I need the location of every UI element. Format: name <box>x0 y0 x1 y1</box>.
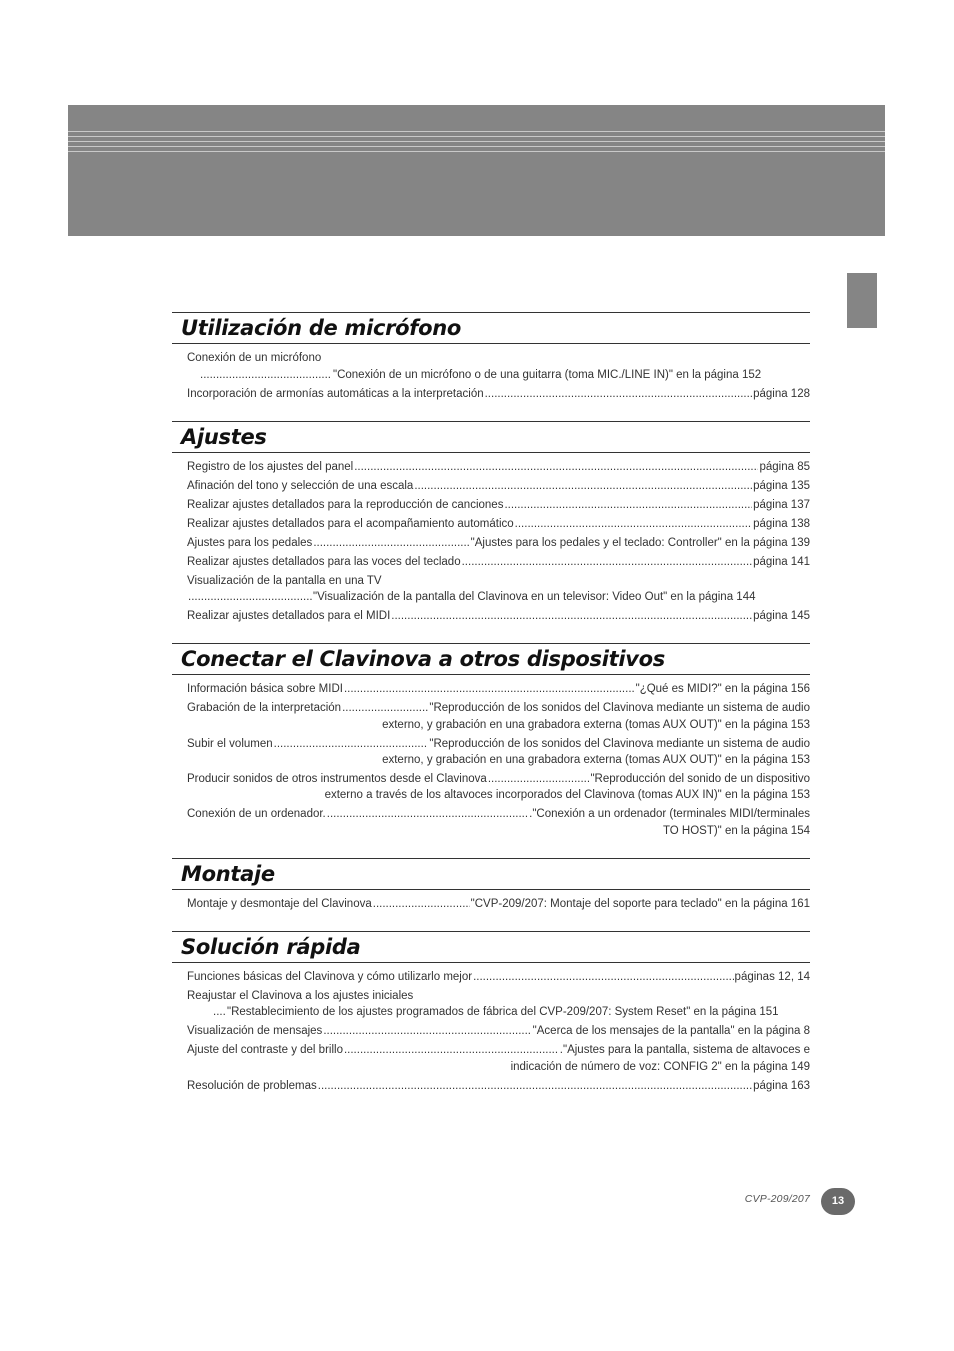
entry-row <box>187 1042 810 1058</box>
section-header <box>172 643 810 675</box>
entry-label: Reajustar el Clavinova a los ajustes iniciales <box>187 990 414 1002</box>
entry-reference: ."Ajustes para la pantalla, sistema de altavoces e <box>559 1044 810 1056</box>
entry-reference: "Reproducción de los sonidos del Clavinova mediante un sistema de audio <box>429 702 810 714</box>
header-banner <box>68 105 885 236</box>
entry-label: Realizar ajustes detallados para el MIDI <box>187 610 391 622</box>
entry-row <box>187 589 810 605</box>
entry-label: Grabación de la interpretación <box>187 702 342 714</box>
entry-label: Conexión de un ordenador. <box>187 808 326 820</box>
entry-reference: "¿Qué es MIDI?" en la página 156 <box>635 683 810 695</box>
entry-reference: ."Conexión a un ordenador (terminales MIDI/terminales <box>529 808 810 820</box>
section-title: Ajustes <box>181 425 267 449</box>
entry-reference: "Restablecimiento de los ajustes programados de fábrica del CVP-209/207: System Reset" en la página 151 <box>227 1006 779 1018</box>
entry-label: Producir sonidos de otros instrumentos desde el Clavinova <box>187 773 487 785</box>
entry-row <box>187 554 810 570</box>
chapter-side-tab <box>847 273 877 328</box>
entry-label: Ajustes para los pedales <box>187 537 313 549</box>
entry-row <box>187 969 810 985</box>
entry-label: Realizar ajustes detallados para el acompañamiento automático <box>187 518 514 530</box>
entry-label: Información básica sobre MIDI <box>187 683 343 695</box>
section-header <box>172 421 810 453</box>
section-header <box>172 312 810 344</box>
entry-continuation: externo, y grabación en una grabadora externa (tomas AUX OUT)" en la página 153 <box>382 754 810 766</box>
entry-row <box>187 700 810 716</box>
entry-row <box>187 386 810 402</box>
section-title: Conectar el Clavinova a otros dispositivos <box>181 647 666 671</box>
entry-label: Realizar ajustes detallados para las voces del teclado <box>187 556 461 568</box>
entry-label: Incorporación de armonías automáticas a la interpretación <box>187 388 484 400</box>
entry-reference: página 128 <box>753 388 810 400</box>
entry-label: Subir el volumen <box>187 738 273 750</box>
entry-row <box>187 896 810 912</box>
entry-row <box>187 1078 810 1094</box>
entry-label: Resolución de problemas <box>187 1080 317 1092</box>
entry-row <box>187 681 810 697</box>
entry-reference: página 141 <box>753 556 810 568</box>
entry-row <box>187 367 810 383</box>
section-title: Solución rápida <box>181 935 361 959</box>
entry-reference: "Conexión de un micrófono o de una guitarra (toma MIC./LINE IN)" en la página 152 <box>333 369 762 381</box>
entry-row <box>187 1004 810 1020</box>
section-header <box>172 858 810 890</box>
section-title: Utilización de micrófono <box>181 316 462 340</box>
entry-reference: página 135 <box>753 480 810 492</box>
entry-reference: "Reproducción de los sonidos del Clavinova mediante un sistema de audio <box>429 738 810 750</box>
entry-reference: "CVP-209/207: Montaje del soporte para teclado" en la página 161 <box>470 898 810 910</box>
entry-row <box>187 459 810 475</box>
entry-reference: "Ajustes para los pedales y el teclado: Controller" en la página 139 <box>470 537 810 549</box>
entry-reference: "Reproducción del sonido de un dispositivo <box>590 773 810 785</box>
entry-reference: página 163 <box>753 1080 810 1092</box>
entry-continuation: indicación de número de voz: CONFIG 2" en la página 149 <box>510 1061 810 1073</box>
entry-label: Visualización de mensajes <box>187 1025 323 1037</box>
entry-reference: página 145 <box>753 610 810 622</box>
entry-label: Registro de los ajustes del panel <box>187 461 354 473</box>
entry-row <box>187 535 810 551</box>
entry-reference: "Visualización de la pantalla del Clavinova en un televisor: Video Out" en la página 144 <box>313 591 756 603</box>
entry-reference: página 138 <box>753 518 810 530</box>
entry-row <box>187 1023 810 1039</box>
entry-label: Realizar ajustes detallados para la reproducción de canciones <box>187 499 504 511</box>
entry-continuation: externo, y grabación en una grabadora externa (tomas AUX OUT)" en la página 153 <box>382 719 810 731</box>
entry-continuation: externo a través de los altavoces incorporados del Clavinova (tomas AUX IN)" en la página 153 <box>324 789 810 801</box>
entry-reference: páginas 12, 14 <box>734 971 810 983</box>
entry-reference: página 85 <box>759 461 810 473</box>
entry-row <box>187 478 810 494</box>
entry-label: Funciones básicas del Clavinova y cómo utilizarlo mejor <box>187 971 473 983</box>
entry-reference: "Acerca de los mensajes de la pantalla" en la página 8 <box>532 1025 810 1037</box>
section-header <box>172 931 810 963</box>
entry-label: Montaje y desmontaje del Clavinova <box>187 898 372 910</box>
entry-row <box>187 497 810 513</box>
entry-label: Afinación del tono y selección de una escala <box>187 480 414 492</box>
entry-reference: página 137 <box>753 499 810 511</box>
entry-row <box>187 736 810 752</box>
entry-label: Ajuste del contraste y del brillo <box>187 1044 343 1056</box>
entry-row <box>187 608 810 624</box>
entry-label: Conexión de un micrófono <box>187 352 322 364</box>
entry-row <box>187 806 810 822</box>
entry-continuation: TO HOST)" en la página 154 <box>662 825 810 837</box>
section-title: Montaje <box>181 862 275 886</box>
entry-row <box>187 771 810 787</box>
footer-model-name: CVP-209/207 <box>744 1193 810 1205</box>
page-number-badge: 13 <box>821 1188 855 1215</box>
entry-label: Visualización de la pantalla en una TV <box>187 575 382 587</box>
entry-row <box>187 516 810 532</box>
